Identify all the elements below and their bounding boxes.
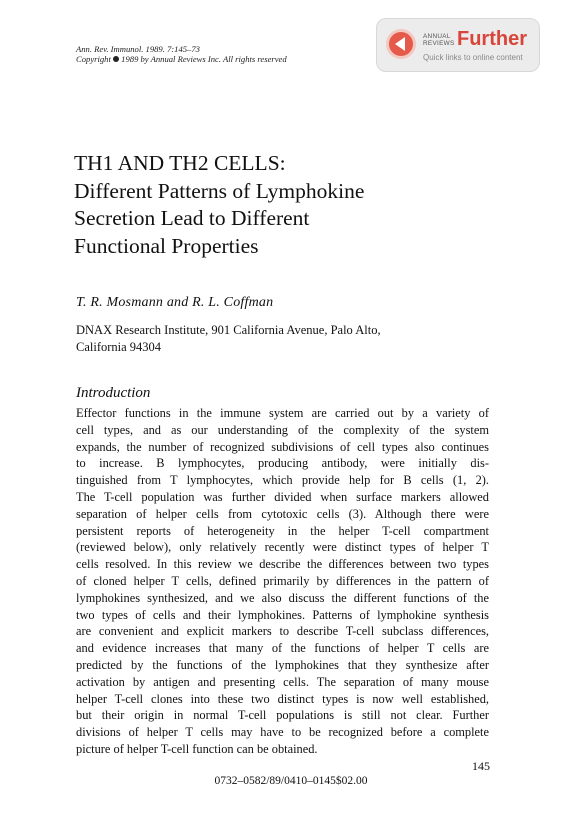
- body-line: Effector functions in the immune system are carried out by a variety of: [76, 406, 489, 420]
- article-authors: T. R. Mosmann and R. L. Coffman: [76, 295, 274, 310]
- introduction-paragraph: [76, 405, 489, 758]
- body-line: tinguished from T lymphocytes, which provide help for B cells (1, 2).: [76, 473, 489, 488]
- page-number: 145: [472, 759, 490, 773]
- body-line: of cloned helper T cells, defined primarily by differences in the pattern of: [76, 573, 489, 588]
- body-line: but their origin in normal T-cell populations is still not clear. Further: [76, 708, 489, 723]
- body-line: predicted by the functions of the lymphokines that they synthesize after: [76, 657, 489, 672]
- affiliation-line-1: DNAX Research Institute, 901 California Avenue, Palo Alto,: [76, 323, 381, 337]
- author-affiliation: [76, 322, 381, 356]
- body-line: to increase. B lymphocytes, producing antibody, were initially dis-: [76, 456, 489, 471]
- further-arrow-icon: [386, 29, 416, 59]
- title-line-4: Functional Properties: [74, 233, 259, 258]
- footer-price-code: 0732–0582/89/0410–0145$02.00: [214, 775, 368, 787]
- copyright-text: 1989 by Annual Reviews Inc. All rights reserved: [121, 54, 287, 64]
- body-line: divisions of helper T cells may have to be recognized before a complete: [76, 725, 489, 740]
- journal-citation: [76, 44, 287, 64]
- body-line: lymphokines synthesized, and we also discuss the different functions of the: [76, 590, 489, 605]
- body-line: The T-cell population was further divided when surface markers allowed: [76, 489, 489, 504]
- body-line: cells resolved. In this review we describe the differences between two types: [76, 557, 489, 572]
- annual-reviews-wordmark: ANNUAL REVIEWS: [423, 33, 455, 47]
- body-line: two types of cells and their lymphokines. Patterns of lymphokine synthesis: [76, 607, 489, 622]
- body-line: expands, the number of recognized subdivisions of cell types also continues: [76, 439, 489, 454]
- body-line: persistent reports of heterogeneity in the helper T-cell compartment: [76, 523, 489, 538]
- title-line-1: TH1 AND TH2 CELLS:: [74, 151, 286, 175]
- affiliation-line-2: California 94304: [76, 340, 162, 354]
- body-line: cell types, and as our understanding of the complexity of the system: [76, 422, 489, 437]
- title-line-2: Different Patterns of Lymphokine: [74, 178, 365, 203]
- body-line: activation by antigen and presenting cells. The separation of many mouse: [76, 674, 489, 689]
- article-title: [74, 150, 364, 260]
- citation-line-2: [76, 54, 287, 64]
- body-line: (reviewed below), only relatively recently were distinct types of helper T: [76, 540, 489, 555]
- body-line: picture of helper T-cell function can be obtained.: [76, 741, 318, 756]
- further-wordmark: Further: [457, 28, 527, 50]
- further-tagline: Quick links to online content: [423, 53, 523, 62]
- body-line: separation of helper cells from cytotoxic cells (3). Although there were: [76, 506, 489, 521]
- body-line: are convenient and explicit markers to describe T-cell subclass differences,: [76, 624, 489, 639]
- copyright-label: Copyright: [76, 54, 111, 64]
- copyright-symbol-icon: [113, 56, 119, 62]
- body-line: helper T-cell clones into these two distinct types is now well established,: [76, 691, 489, 706]
- section-heading-introduction: Introduction: [76, 385, 151, 401]
- title-line-3: Secretion Lead to Different: [74, 206, 310, 230]
- annual-reviews-further-link[interactable]: [376, 18, 540, 72]
- citation-line-1: Ann. Rev. Immunol. 1989. 7:145–73: [76, 44, 200, 54]
- body-line: and evidence increases that many of the functions of helper T cells are: [76, 641, 489, 656]
